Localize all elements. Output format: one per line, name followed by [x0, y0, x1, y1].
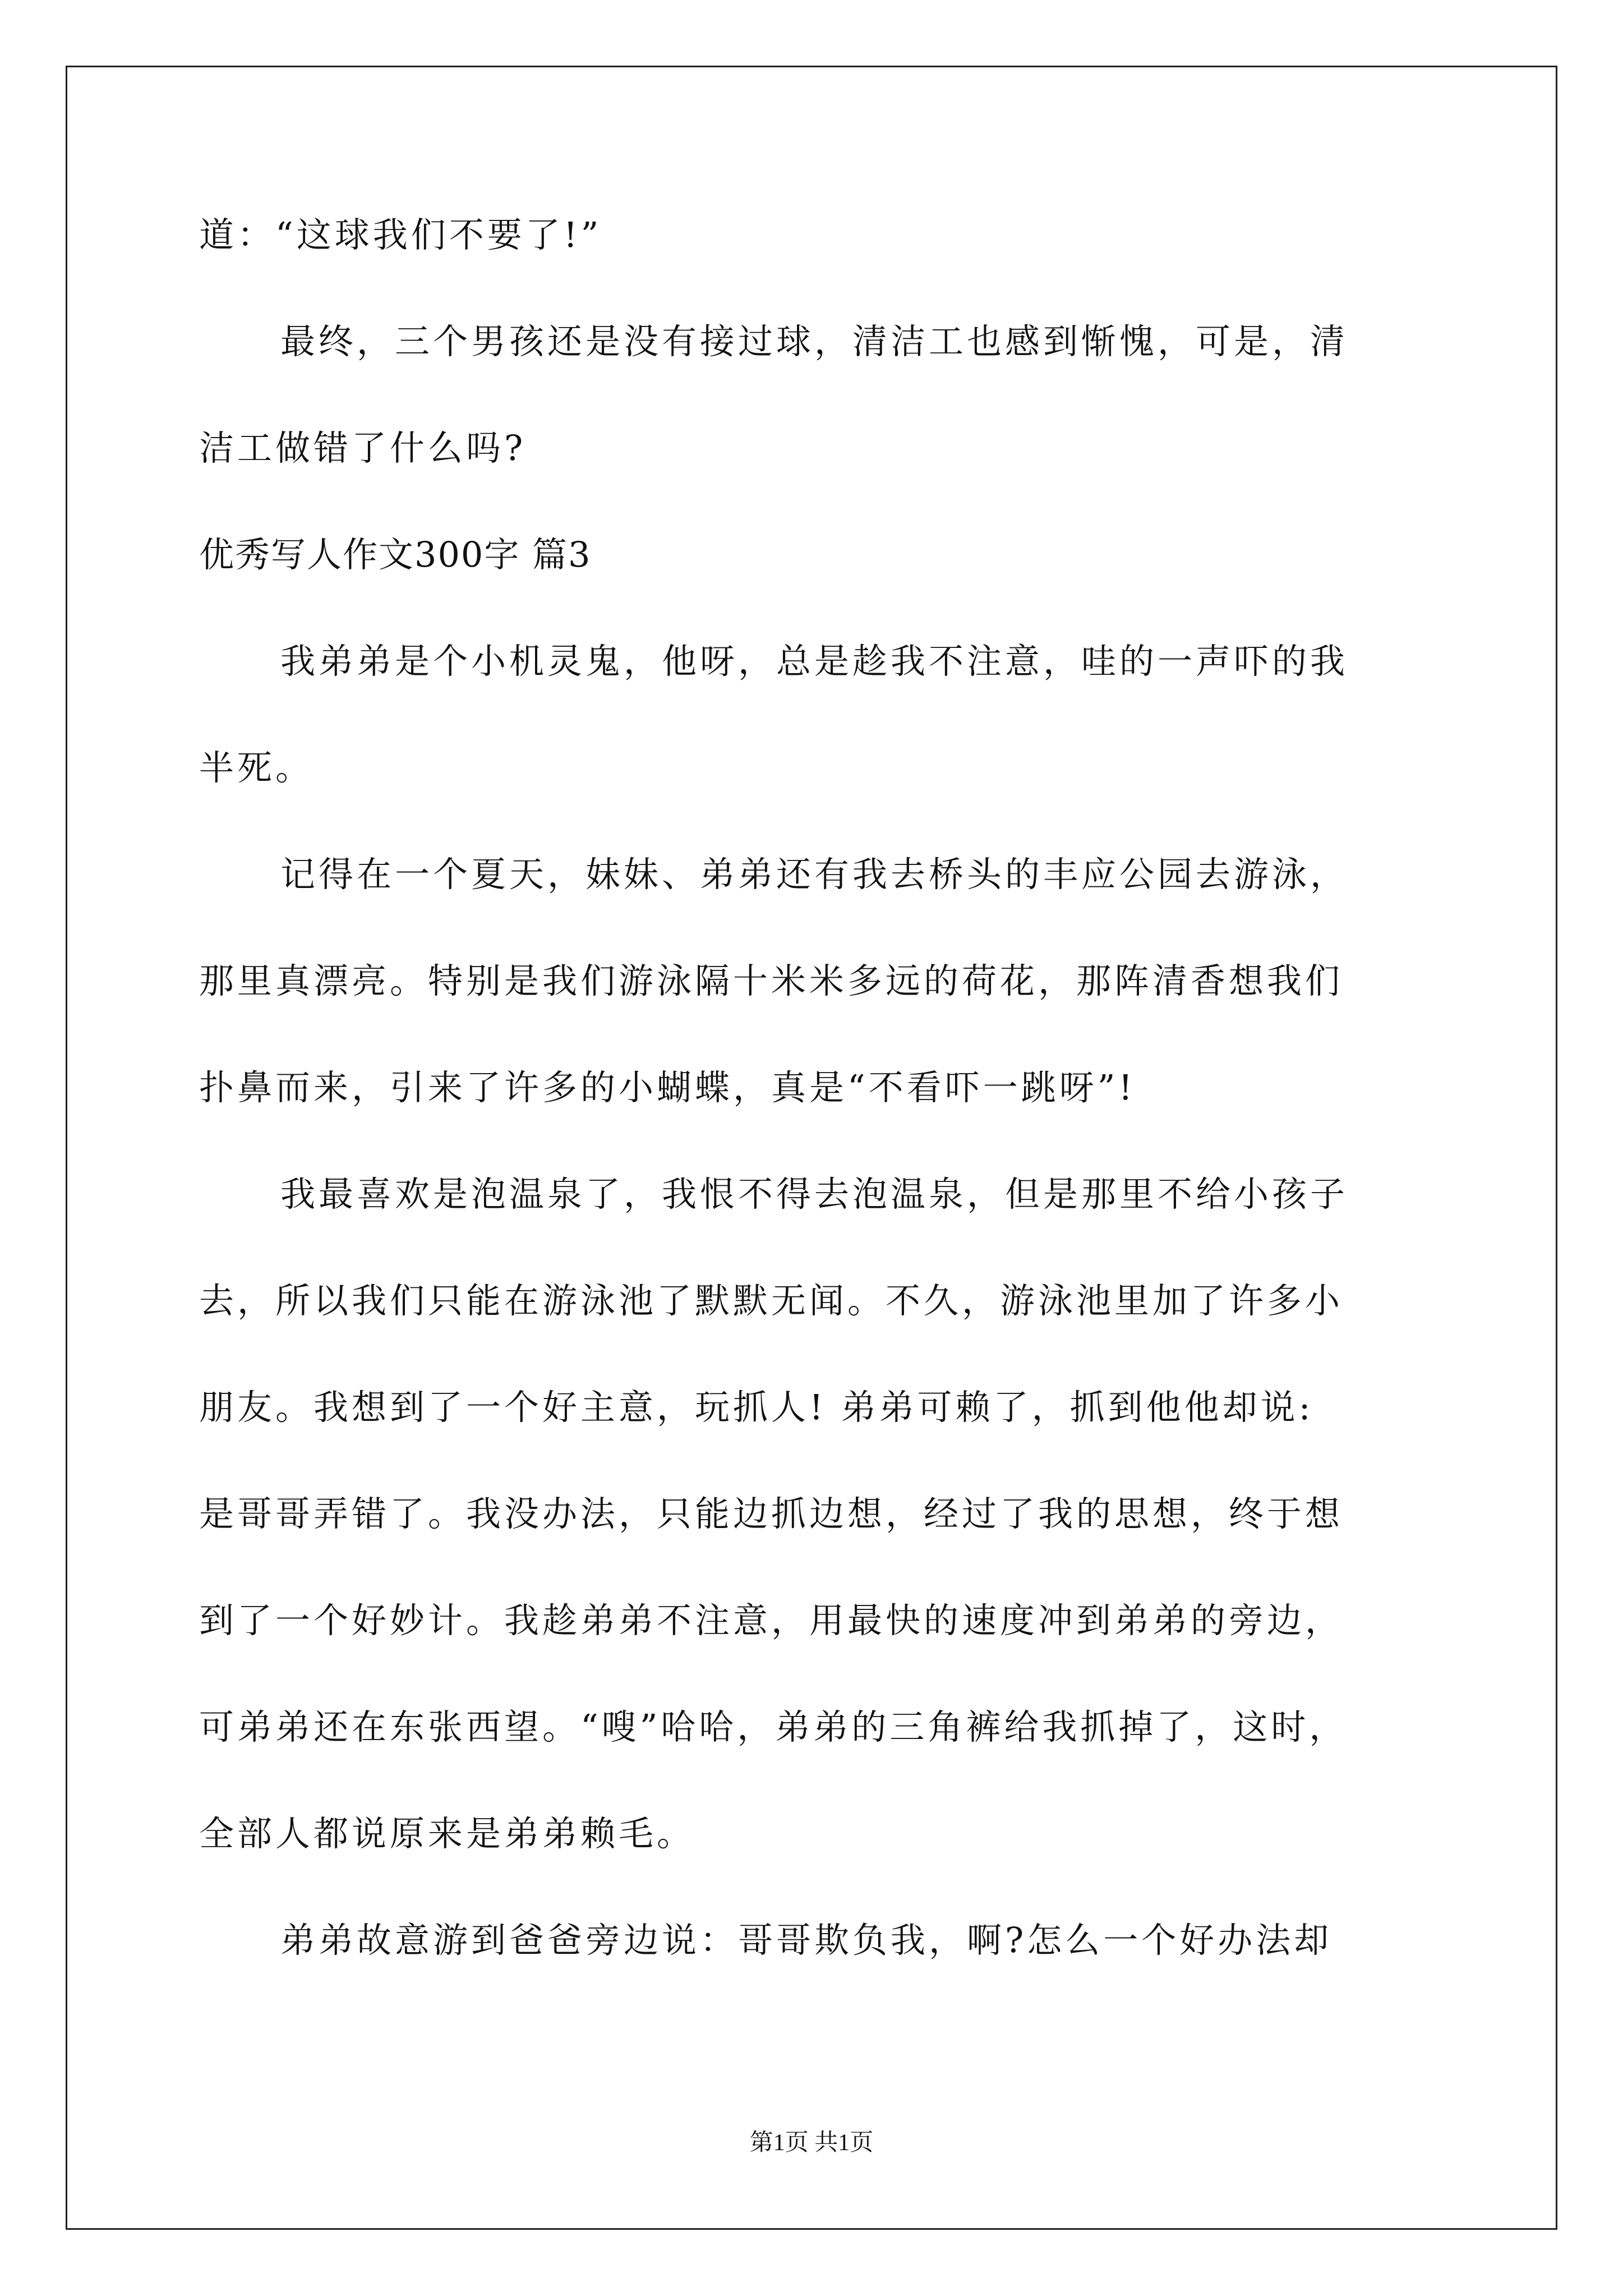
paragraph-line: 扑鼻而来，引来了许多的小蝴蝶，真是“不看吓一跳呀”! — [199, 1067, 1136, 1108]
paragraph-line: 我最喜欢是泡温泉了，我恨不得去泡温泉，但是那里不给小孩子 — [280, 1174, 1349, 1214]
paragraph-line: 道：“这球我们不要了!” — [199, 214, 602, 255]
paragraph-line: 到了一个好妙计。我趁弟弟不注意，用最快的速度冲到弟弟的旁边， — [199, 1600, 1344, 1641]
section-heading: 优秀写人作文300字 篇3 — [199, 534, 592, 575]
paragraph-line: 我弟弟是个小机灵鬼，他呀，总是趁我不注意，哇的一声吓的我 — [280, 641, 1349, 682]
paragraph-line: 记得在一个夏天，妹妹、弟弟还有我去桥头的丰应公园去游泳， — [280, 854, 1349, 895]
page-border — [66, 66, 1557, 2230]
paragraph-line: 最终，三个男孩还是没有接过球，清洁工也感到惭愧，可是，清 — [280, 321, 1349, 362]
paragraph-line: 可弟弟还在东张西望。“嗖”哈哈，弟弟的三角裤给我抓掉了，这时， — [199, 1706, 1348, 1747]
paragraph-line: 那里真漂亮。特别是我们游泳隔十米米多远的荷花，那阵清香想我们 — [199, 960, 1344, 1001]
paragraph-line: 洁工做错了什么吗? — [199, 427, 527, 468]
paragraph-line: 是哥哥弄错了。我没办法，只能边抓边想，经过了我的思想，终于想 — [199, 1493, 1344, 1534]
paragraph-line: 全部人都说原来是弟弟赖毛。 — [199, 1813, 695, 1854]
paragraph-line: 朋友。我想到了一个好主意，玩抓人! 弟弟可赖了，抓到他他却说: — [199, 1387, 1314, 1428]
paragraph-line: 去，所以我们只能在游泳池了默默无闻。不久，游泳池里加了许多小 — [199, 1280, 1344, 1321]
paragraph-line: 半死。 — [199, 747, 314, 788]
page-number-footer: 第1页 共1页 — [749, 2130, 874, 2156]
paragraph-line: 弟弟故意游到爸爸旁边说：哥哥欺负我，啊?怎么一个好办法却 — [280, 1920, 1332, 1961]
